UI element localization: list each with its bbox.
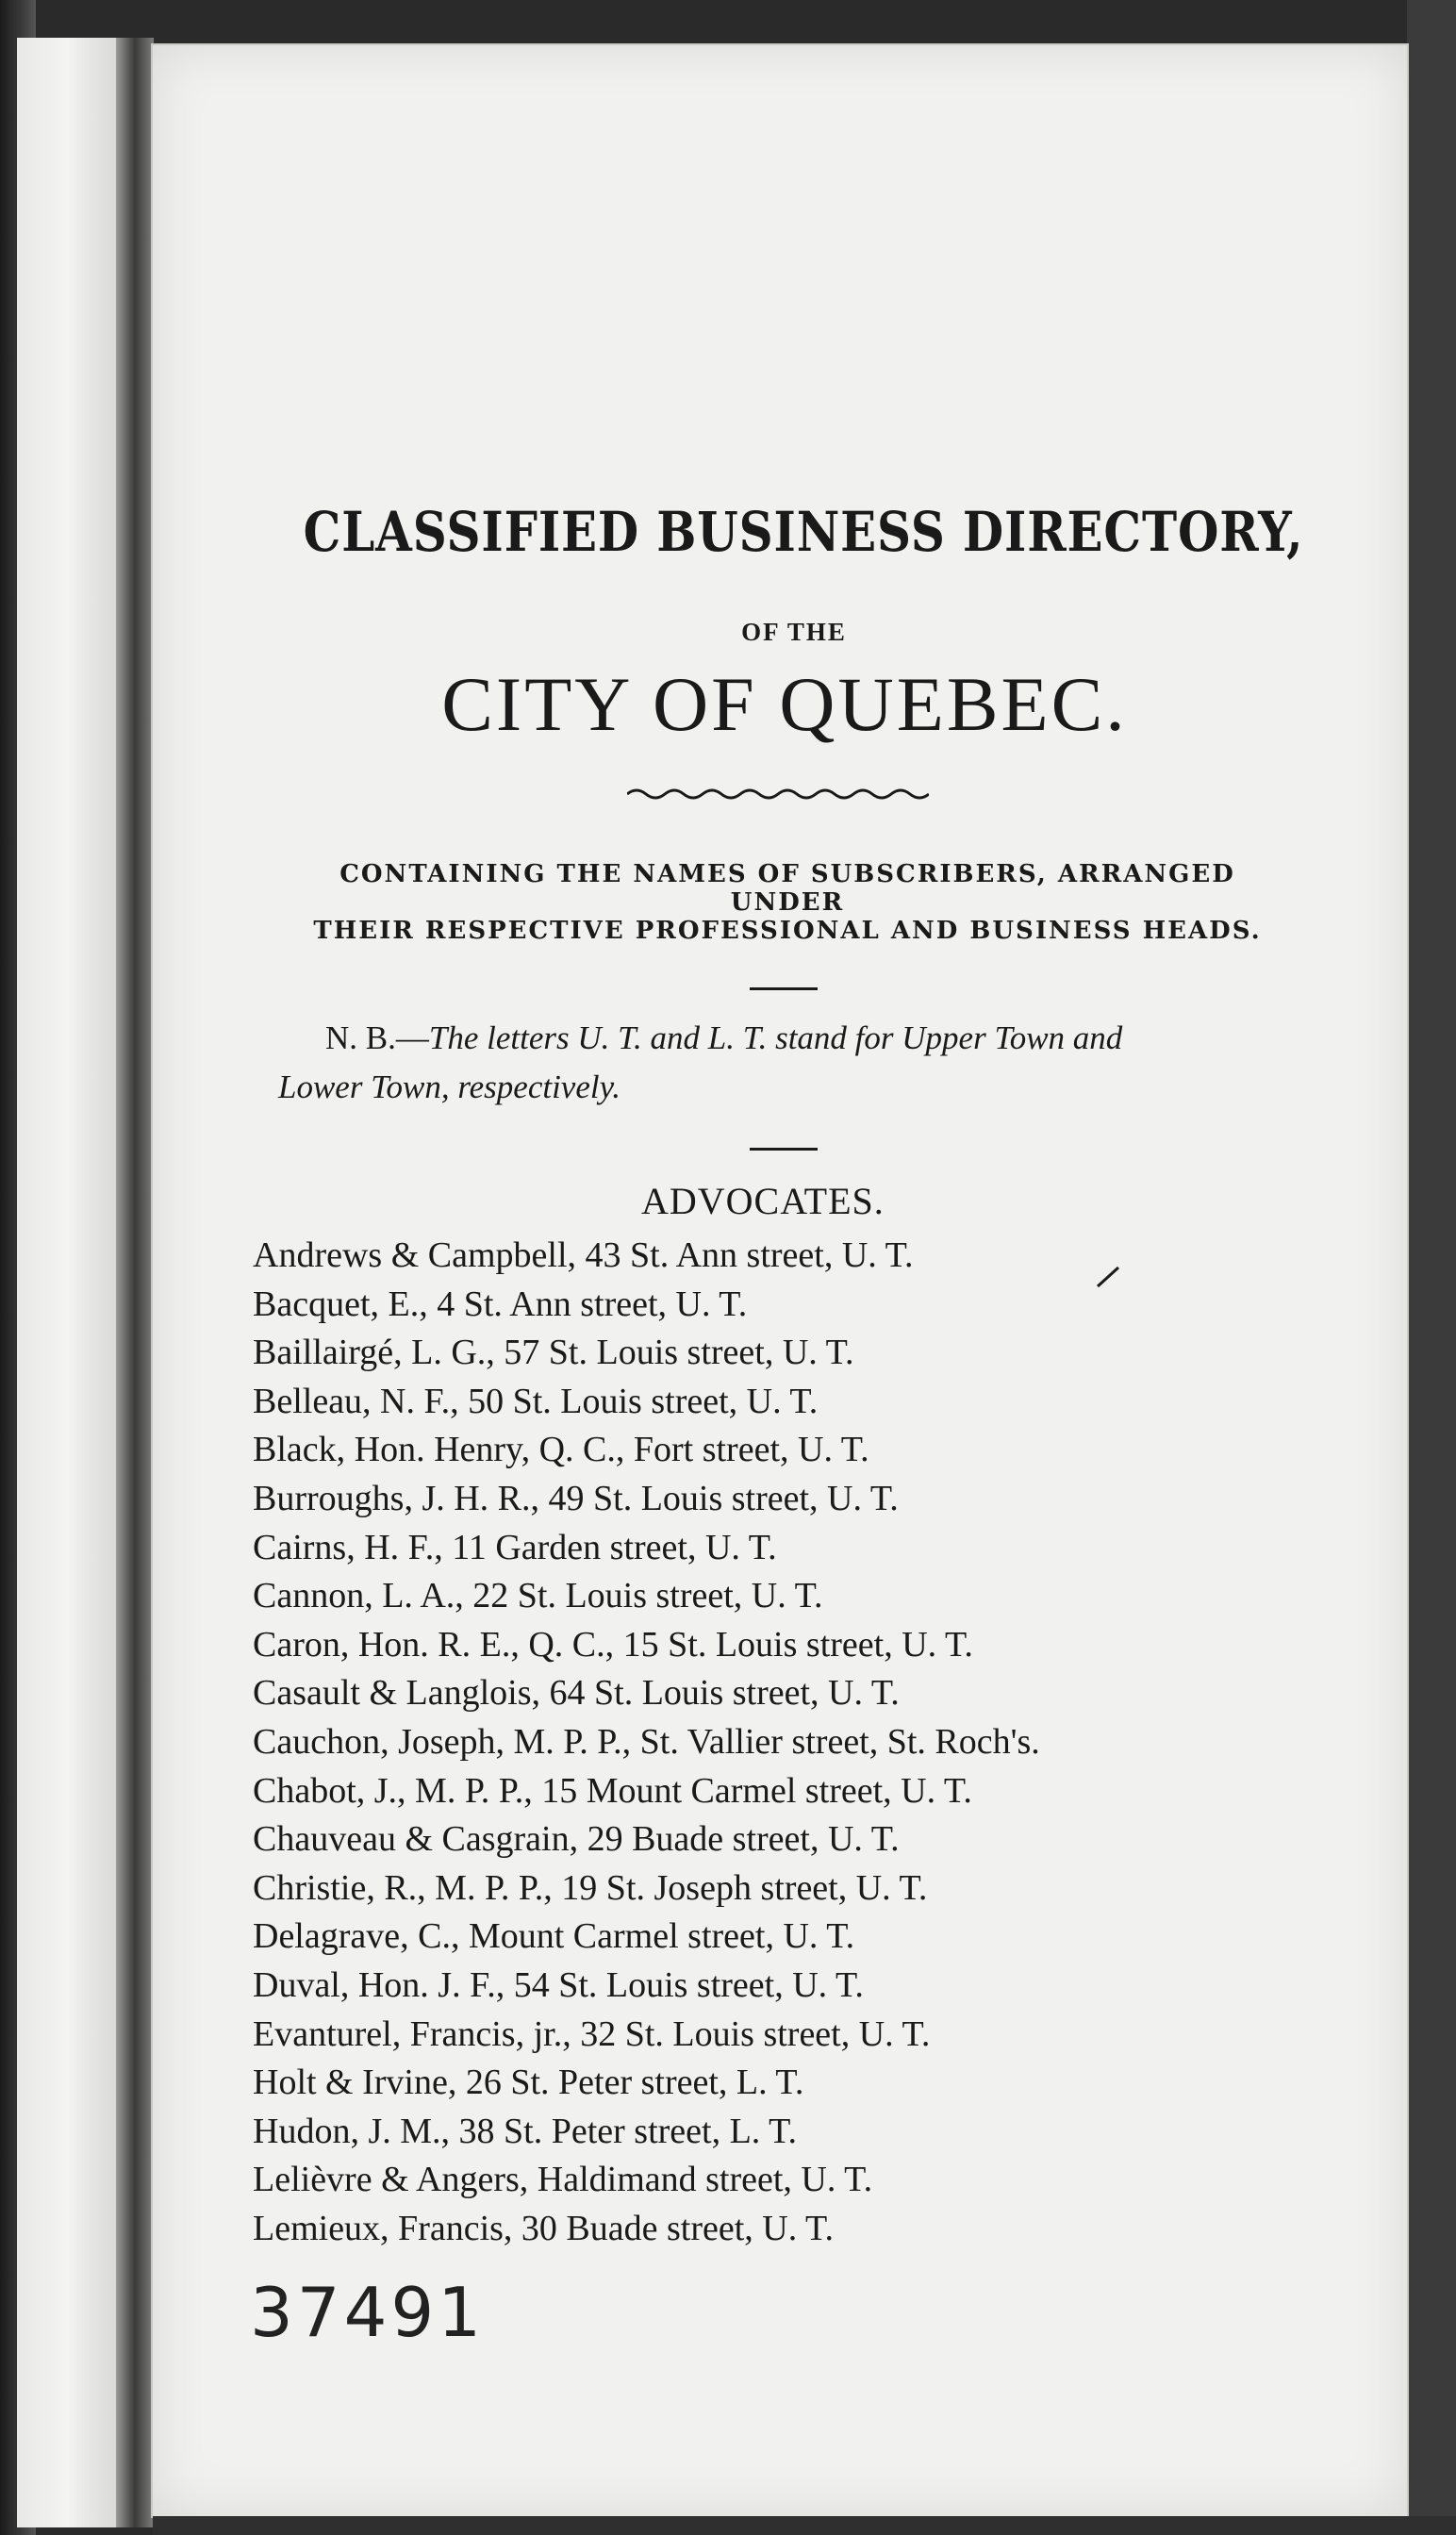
list-item: Lelièvre & Angers, Haldimand street, U. T. <box>253 2160 873 2200</box>
title-connector: OF THE <box>741 618 847 646</box>
scan-bottom-background <box>153 2516 1456 2535</box>
nb-note-line-1 <box>278 1014 1287 1063</box>
list-item: Andrews & Campbell, 43 St. Ann street, U. T. <box>253 1235 914 1275</box>
list-item: Holt & Irvine, 26 St. Peter street, L. T. <box>253 2063 804 2103</box>
list-item: Black, Hon. Henry, Q. C., Fort street, U. T. <box>253 1430 869 1470</box>
list-item: Delagrave, C., Mount Carmel street, U. T. <box>253 1916 855 1957</box>
list-item: Chauveau & Casgrain, 29 Buade street, U. T. <box>253 1819 900 1860</box>
handwritten-accession-number: 37491 <box>250 2273 486 2352</box>
subtitle-line-1: CONTAINING THE NAMES OF SUBSCRIBERS, ARRANGED UNDER <box>339 860 1235 917</box>
list-item: Casault & Langlois, 64 St. Louis street, U. T. <box>253 1673 900 1714</box>
book-gutter <box>116 38 154 2527</box>
scan-right-background <box>1407 0 1456 2535</box>
list-item: Belleau, N. F., 50 St. Louis street, U. T. <box>253 1381 819 1421</box>
list-item: Lemieux, Francis, 30 Buade street, U. T. <box>253 2208 834 2248</box>
pen-mark-icon <box>1094 1262 1122 1290</box>
advocates-list <box>253 1232 1337 2253</box>
list-item: Bacquet, E., 4 St. Ann street, U. T. <box>253 1284 748 1324</box>
decorative-flourish <box>627 783 929 805</box>
list-item: Cauchon, Joseph, M. P. P., St. Vallier street, St. Roch's. <box>253 1721 1040 1762</box>
list-item: Burroughs, J. H. R., 49 St. Louis street, U. T. <box>253 1478 899 1518</box>
subtitle-line-2: THEIR RESPECTIVE PROFESSIONAL AND BUSINESS HEADS. <box>313 917 1262 945</box>
city-title: CITY OF QUEBEC. <box>441 661 1128 747</box>
list-item: Christie, R., M. P. P., 19 St. Joseph street, U. T. <box>253 1867 928 1908</box>
nb-note-line-2: Lower Town, respectively. <box>278 1069 620 1105</box>
adjacent-page-edge <box>17 38 118 2527</box>
list-item: Hudon, J. M., 38 St. Peter street, L. T. <box>253 2111 797 2151</box>
nb-text-1: The letters U. T. and L. T. stand for Upper Town and <box>428 1019 1123 1056</box>
list-item: Duval, Hon. J. F., 54 St. Louis street, U. T. <box>253 1964 864 2005</box>
list-item: Cairns, H. F., 11 Garden street, U. T. <box>253 1527 777 1567</box>
short-rule <box>750 987 818 990</box>
list-item: Baillairgé, L. G., 57 St. Louis street, U. T. <box>253 1333 854 1373</box>
list-item: Evanturel, Francis, jr., 32 St. Louis street, U. T. <box>253 2013 931 2054</box>
list-item: Cannon, L. A., 22 St. Louis street, U. T. <box>253 1576 823 1616</box>
short-rule <box>750 1148 818 1151</box>
list-item: Chabot, J., M. P. P., 15 Mount Carmel street, U. T. <box>253 1770 972 1811</box>
list-item: Caron, Hon. R. E., Q. C., 15 St. Louis street, U. T. <box>253 1624 973 1665</box>
directory-title: CLASSIFIED BUSINESS DIRECTORY, <box>303 500 1304 564</box>
nb-lead: N. B.— <box>325 1019 429 1056</box>
section-heading: ADVOCATES. <box>641 1180 885 1222</box>
